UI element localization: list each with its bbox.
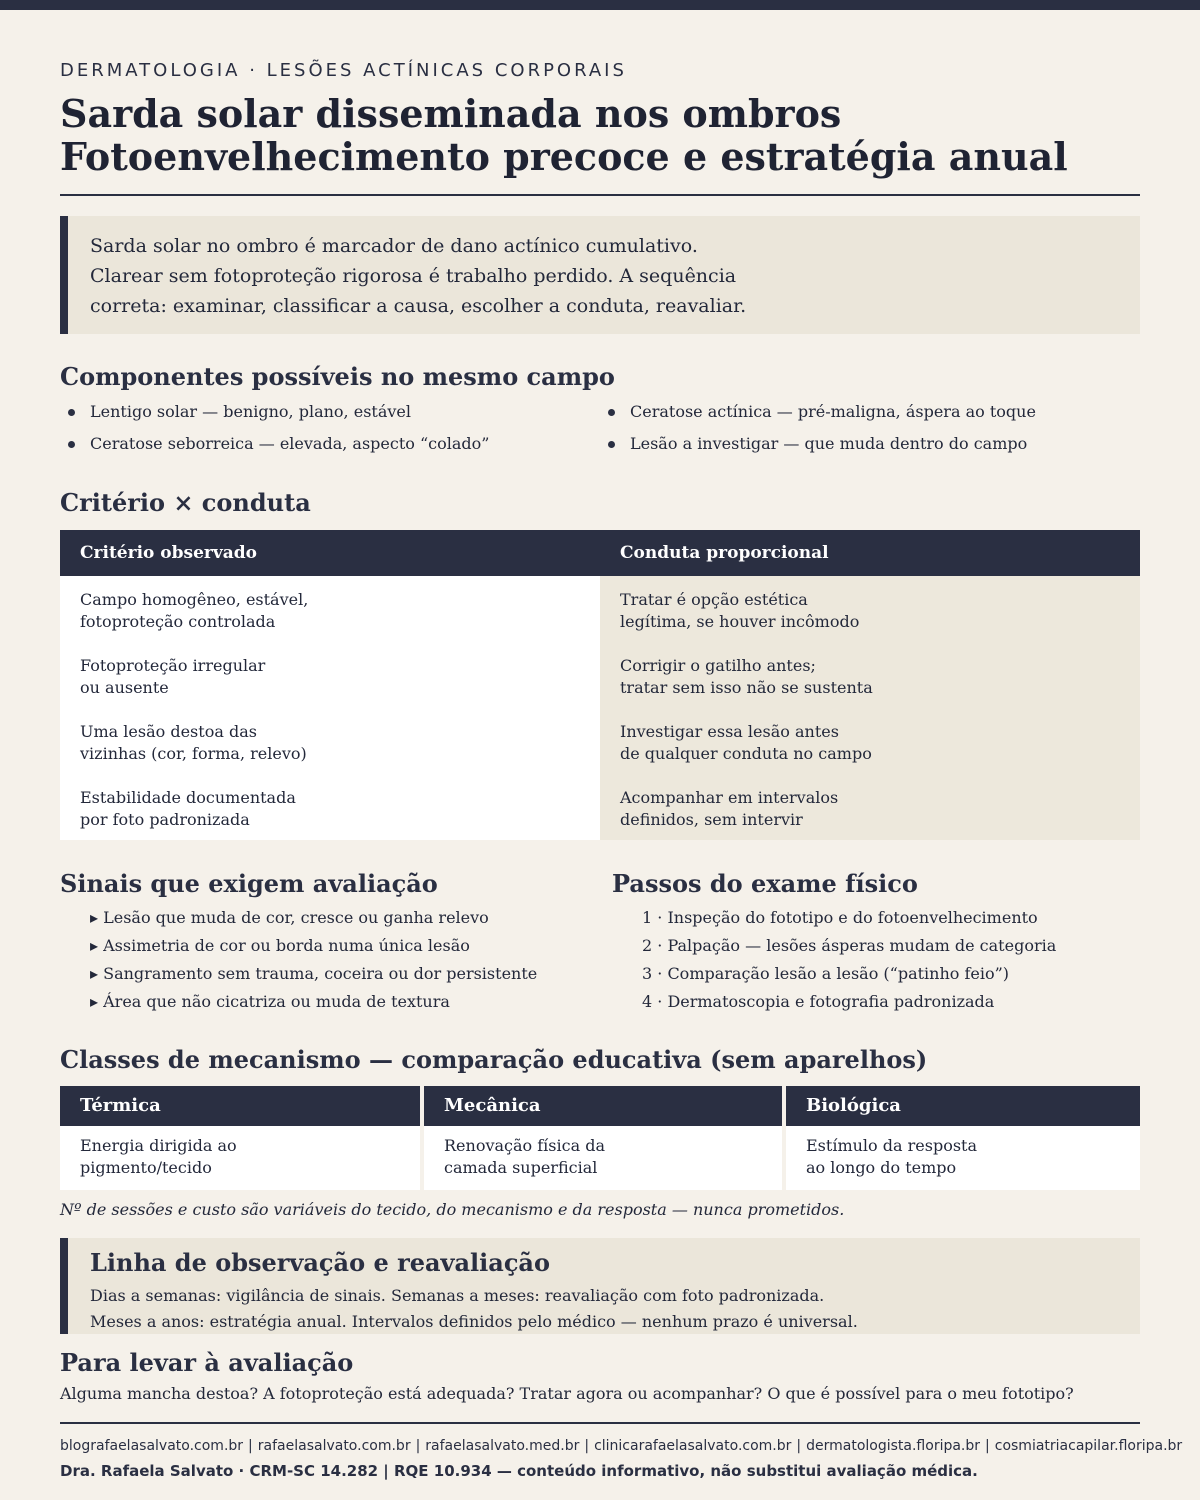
list-item: 2 · Palpação — lesões ásperas mudam de categoria [642,936,1057,955]
list-item: ▸ Assimetria de cor ou borda numa única lesão [90,936,470,955]
timeline-line: Meses a anos: estratégia anual. Intervalos definidos pelo médico — nenhum prazo é universal. [90,1312,858,1331]
table-cell [620,589,859,633]
mechanism-column-termica [60,1086,420,1190]
mechanism-body [786,1126,1140,1190]
intro-callout [60,216,1140,334]
footer-link[interactable]: blografaelasalvato.com.br [60,1438,244,1454]
cell-line: pigmento/tecido [80,1158,212,1177]
table-cell [806,1135,977,1179]
mechanism-header [60,1086,420,1126]
signs-heading: Sinais que exigem avaliação [60,869,438,898]
cell-line: Investigar essa lesão antes [620,722,839,741]
intro-line: Sarda solar no ombro é marcador de dano actínico cumulativo. [90,235,698,257]
column-header-criterio: Critério observado [80,543,257,563]
timeline-callout [60,1238,1140,1334]
list-item: Lesão a investigar — que muda dentro do campo [606,434,1027,453]
footer-credit: Dra. Rafaela Salvato · CRM-SC 14.282 | RQE 10.934 — conteúdo informativo, não substitui avaliação médica. [60,1462,978,1480]
cell-line: definidos, sem intervir [620,810,803,829]
table-cell [80,589,308,633]
criterio-column [60,576,600,840]
table-cell [80,655,265,699]
table-cell [620,721,872,765]
mechanism-title: Térmica [80,1095,161,1116]
table-cell [80,787,296,831]
mechanism-title: Mecânica [444,1095,541,1116]
cell-line: Acompanhar em intervalos [620,788,839,807]
cell-line: Fotoproteção irregular [80,656,266,675]
list-item: 3 · Comparação lesão a lesão (“patinho feio”) [642,964,1010,983]
takeaway-questions: Alguma mancha destoa? A fotoproteção está adequada? Tratar agora ou acompanhar? O que é possível para o meu fototipo? [60,1384,1074,1403]
cell-line: fotoproteção controlada [80,612,276,631]
mechanism-header [424,1086,782,1126]
footer-separator: | [985,1438,990,1454]
footer-link[interactable]: rafaelasalvato.med.br [425,1438,580,1454]
cell-line: Corrigir o gatilho antes; [620,656,816,675]
timeline-heading: Linha de observação e reavaliação [90,1248,550,1277]
cell-line: Tratar é opção estética [620,590,808,609]
table-cell [620,655,873,699]
top-accent-bar [0,0,1200,10]
mechanism-column-biologica [786,1086,1140,1190]
components-heading: Componentes possíveis no mesmo campo [60,362,615,391]
intro-line: Clarear sem fotoproteção rigorosa é trabalho perdido. A sequência [90,265,737,287]
footer-separator: | [415,1438,421,1454]
list-item: 1 · Inspeção do fototipo e do fotoenvelhecimento [642,908,1038,927]
footer-links [60,1438,1200,1454]
exam-heading: Passos do exame físico [612,869,918,898]
page-title-line-2: Fotoenvelhecimento precoce e estratégia anual [60,134,1068,179]
list-item: Ceratose actínica — pré-maligna, áspera ao toque [606,402,1036,421]
list-item: ▸ Lesão que muda de cor, cresce ou ganha relevo [90,908,489,927]
footer-separator: | [248,1438,253,1454]
kicker: DERMATOLOGIA · LESÕES ACTÍNICAS CORPORAIS [60,60,627,81]
cell-line: Estabilidade documentada [80,788,296,807]
list-item: ▸ Sangramento sem trauma, coceira ou dor persistente [90,964,538,983]
table-cell [80,721,307,765]
cell-line: camada superficial [444,1158,598,1177]
footer-link[interactable]: dermatologista.floripa.br [806,1438,981,1454]
list-item: Lentigo solar — benigno, plano, estável [66,402,411,421]
list-item: Ceratose seborreica — elevada, aspecto “colado” [66,434,489,453]
page-title [60,92,1068,178]
footer-link[interactable]: cosmiatriacapilar.floripa.br [994,1438,1183,1454]
criteria-heading: Critério × conduta [60,488,311,517]
mechanism-title: Biológica [806,1095,901,1116]
cell-line: ao longo do tempo [806,1158,957,1177]
column-header-conduta: Conduta proporcional [620,543,829,563]
cell-line: por foto padronizada [80,810,250,829]
mechanism-body [60,1126,420,1190]
cell-line: Estímulo da resposta [806,1136,977,1155]
cell-line: de qualquer conduta no campo [620,744,872,763]
title-divider [60,194,1140,196]
footer-link[interactable]: clinicarafaelasalvato.com.br [594,1438,792,1454]
takeaway-heading: Para levar à avaliação [60,1348,354,1377]
mechanism-body [424,1126,782,1190]
mechanisms-note: Nº de sessões e custo são variáveis do tecido, do mecanismo e da resposta — nunca prometidos. [60,1200,845,1219]
footer-separator: | [796,1438,802,1454]
cell-line: Renovação física da [444,1136,605,1155]
cell-line: Uma lesão destoa das [80,722,257,741]
timeline-line: Dias a semanas: vigilância de sinais. Semanas a meses: reavaliação com foto padronizada. [90,1286,825,1305]
cell-line: legítima, se houver incômodo [620,612,860,631]
footer-link[interactable]: rafaelasalvato.com.br [257,1438,411,1454]
cell-line: Campo homogêneo, estável, [80,590,309,609]
table-cell [620,787,838,831]
footer-separator: | [584,1438,590,1454]
cell-line: vizinhas (cor, forma, relevo) [80,744,307,763]
table-cell [444,1135,605,1179]
cell-line: ou ausente [80,678,169,697]
page-title-line-1: Sarda solar disseminada nos ombros [60,91,842,136]
table-cell [80,1135,237,1179]
footer-divider [60,1422,1140,1424]
conduta-column [600,576,1140,840]
mechanism-header [786,1086,1140,1126]
list-item: ▸ Área que não cicatriza ou muda de textura [90,992,450,1011]
cell-line: tratar sem isso não se sustenta [620,678,873,697]
list-item: 4 · Dermatoscopia e fotografia padronizada [642,992,995,1011]
intro-line: correta: examinar, classificar a causa, escolher a conduta, reavaliar. [90,295,747,317]
mechanisms-heading: Classes de mecanismo — comparação educativa (sem aparelhos) [60,1045,928,1074]
cell-line: Energia dirigida ao [80,1136,237,1155]
mechanism-column-mecanica [424,1086,782,1190]
criteria-table-header [60,530,1140,576]
